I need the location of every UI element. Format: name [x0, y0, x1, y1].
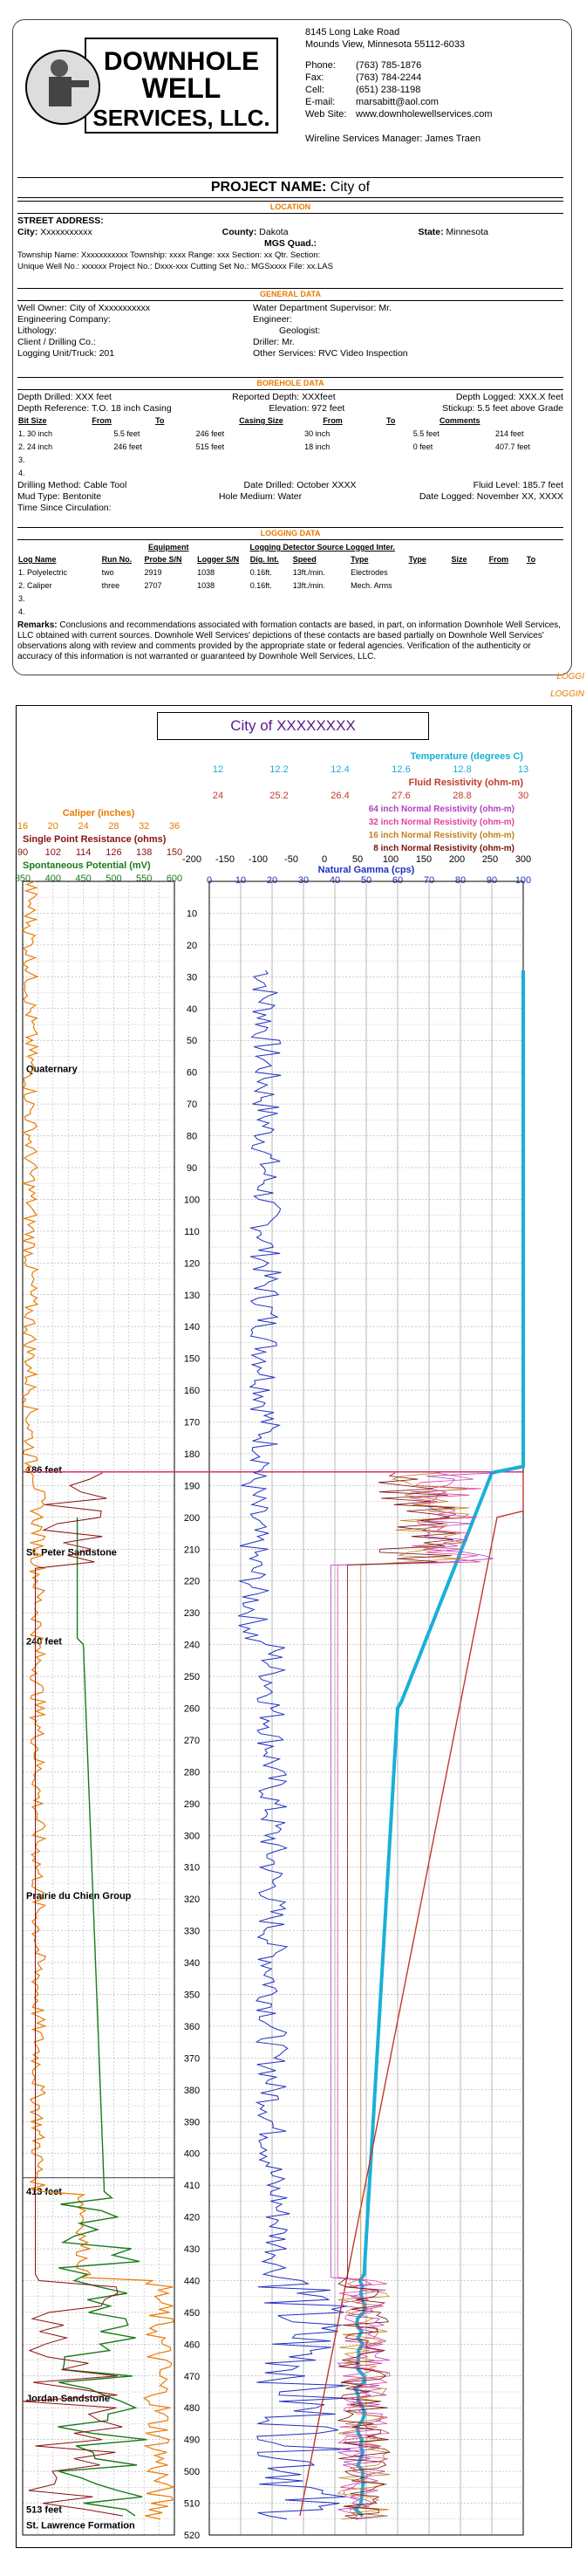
scale-tick-label: 12.4	[330, 764, 350, 775]
scale-tick-label: 32	[139, 821, 150, 832]
location-section: LOCATION STREET ADDRESS: City: Xxxxxxxxxxx County: Dakota State: Minnesota MGS Quad.: Township Name: Xxxxxxxxxxx Township: xxxx Range: xxx Section: xx Qtr. Section: Unique Well No.: xxxxxx Project No.: Dxxx-xxx Cutting Set No.: MGSxxxx File: xx.LAS	[17, 199, 563, 272]
plot-title: City of XXXXXXXX	[157, 712, 429, 740]
table-cell: 515 feet	[195, 442, 225, 451]
formation-label: Quaternary	[26, 1064, 78, 1075]
depth-label: 380	[183, 2085, 201, 2096]
depth-label: 130	[183, 1290, 201, 1301]
table-header-cell: To	[155, 416, 165, 425]
table-cell: 1038	[197, 568, 215, 577]
logo-line2: WELL	[141, 72, 221, 104]
scale-tick-label: 20	[47, 821, 58, 832]
depth-label: 410	[183, 2181, 201, 2192]
depth-label: 200	[183, 1512, 201, 1524]
depth-label: 480	[183, 2403, 201, 2415]
scale-tick-label: -50	[284, 854, 298, 865]
formation-label: 186 feet	[26, 1464, 62, 1476]
scale-tick-label: -200	[181, 854, 202, 865]
scale-tick-label: 600	[166, 874, 183, 884]
scale-tick-label: 150	[415, 854, 433, 865]
scale-tick-label: 20	[266, 875, 278, 886]
scale-tick-label: 126	[106, 847, 122, 858]
table-cell: 13ft./min.	[292, 568, 325, 577]
scale-title: 8 inch Normal Resistivity (ohm-m)	[373, 844, 514, 853]
depth-label: 230	[183, 1608, 201, 1620]
address-line2: Mounds View, Minnesota 55112-6033	[305, 39, 466, 50]
depth-label: 140	[183, 1322, 201, 1333]
formation-label: 240 feet	[26, 1636, 62, 1648]
scale-tick-label: 450	[75, 874, 92, 884]
address-line1: 8145 Long Lake Road	[305, 27, 400, 38]
depth-label: 330	[183, 1926, 201, 1937]
scale-tick-label: 90	[17, 847, 29, 858]
scale-tick-label: 550	[136, 874, 153, 884]
depth-label: 70	[186, 1100, 198, 1111]
table-cell: 1038	[197, 581, 215, 590]
scale-tick-label: 500	[106, 874, 122, 884]
scale-tick-label: 80	[454, 875, 467, 886]
contact-row: Fax: (763) 784-2244	[305, 72, 422, 83]
spontaneous-potential-curve	[58, 1518, 146, 2516]
depth-label: 440	[183, 2276, 201, 2287]
table-cell: 1. Polyelectric	[18, 568, 68, 577]
scale-tick-label: 350	[14, 874, 31, 884]
table-header-cell: From	[323, 416, 343, 425]
depth-label: 80	[186, 1131, 198, 1142]
scale-tick-label: 70	[423, 875, 435, 886]
table-cell: 5.5 feet	[412, 429, 440, 438]
depth-label: 90	[186, 1162, 198, 1174]
scale-tick-label: 114	[75, 847, 92, 858]
natural-gamma-curve	[238, 970, 351, 2519]
table-header-cell: Size	[451, 555, 467, 564]
table-cell: 0 feet	[412, 442, 433, 451]
table-cell: 4.	[18, 469, 25, 477]
scale-tick-label: 28	[108, 821, 119, 832]
depth-label: 180	[183, 1449, 201, 1460]
scale-tick-label: 36	[168, 821, 181, 832]
scale-title: 64 inch Normal Resistivity (ohm-m)	[368, 805, 514, 814]
scale-tick-label: 10	[235, 875, 247, 886]
scale-tick-label: 25.2	[269, 791, 289, 801]
table-cell: 2707	[144, 581, 162, 590]
depth-label: 30	[186, 972, 198, 983]
depth-label: 240	[183, 1640, 201, 1651]
depth-label: 470	[183, 2371, 201, 2382]
scale-tick-label: 90	[486, 875, 498, 886]
depth-label: 60	[186, 1067, 198, 1079]
depth-label: 430	[183, 2244, 201, 2256]
depth-label: 370	[183, 2053, 201, 2065]
formation-label: St. Peter Sandstone	[26, 1547, 117, 1559]
scale-tick-label: 16	[17, 821, 29, 832]
scale-tick-label: 0	[206, 875, 213, 886]
depth-label: 50	[186, 1036, 198, 1047]
depth-label: 20	[186, 940, 198, 951]
table-header-cell: Casing Size	[239, 416, 283, 425]
scale-tick-label: 200	[448, 854, 466, 865]
contact-row: Web Site: www.downholewellservices.com	[305, 109, 493, 120]
contact-row: Phone: (763) 785-1876	[305, 60, 422, 71]
depth-label: 150	[183, 1353, 201, 1365]
depth-label: 110	[184, 1226, 200, 1237]
formation-label: St. Lawrence Formation	[26, 2520, 135, 2531]
table-header-cell: Run No.	[101, 555, 133, 564]
depth-label: 170	[183, 1417, 201, 1428]
services-manager: Wireline Services Manager: James Traen	[305, 134, 481, 144]
scale-tick-label: 400	[44, 874, 61, 884]
depth-label: 320	[183, 1894, 201, 1906]
depth-label: 300	[183, 1831, 201, 1842]
contact-row: E-mail: marsabitt@aol.com	[305, 97, 439, 107]
table-cell: 3.	[18, 456, 25, 464]
depth-label: 160	[183, 1386, 201, 1397]
depth-label: 260	[183, 1703, 201, 1715]
table-cell: 246 feet	[113, 442, 142, 451]
logo-line3: SERVICES, LLC.	[92, 105, 270, 131]
scale-tick-label: 50	[351, 854, 364, 865]
scale-tick-label: 28.8	[453, 791, 472, 801]
table-cell: 2. Caliper	[18, 581, 52, 590]
table-header-cell: Type	[408, 555, 426, 564]
scale-title: Caliper (inches)	[62, 808, 135, 819]
table-header-cell: Bit Size	[18, 416, 47, 425]
scale-tick-label: 50	[360, 875, 372, 886]
scale-tick-label: 12	[212, 764, 224, 775]
depth-label: 250	[183, 1672, 201, 1683]
scale-tick-label: 60	[392, 875, 404, 886]
scale-tick-label: 300	[514, 854, 532, 865]
borehole-section: BOREHOLE DATA Depth Drilled: XXX feet Reported Depth: XXXfeet Depth Logged: XXX.X feet Depth Reference: T.O. 18 inch Casing Elevation: 972 feet Stickup: 5.5 feet above Grade Bit Size From To Casing Size From To Comments 1. 30 inch 5.5 feet 246 feet 30 inch 5.5 feet 214 feet 2. 24 inch 246 feet 515 feet 18 inch 0 feet 407.7 feet 3. 4. Drilling Method: Cable Tool Date Drilled: October XXXX Fluid Level: 185.7 feet Mud Type: Bentonite Hole Medium: Water Date Logged: November XX, XXXX Time Since Circulation:	[17, 379, 563, 513]
table-cell: Mech. Arms	[351, 581, 392, 590]
side-labels: LOGGI LOGGIN	[550, 672, 584, 699]
table-header-cell: To	[526, 555, 536, 564]
table-cell: 0.16ft.	[249, 581, 272, 590]
table-cell: 214 feet	[494, 429, 524, 438]
table-header-cell: Comments	[439, 416, 480, 425]
depth-label: 10	[186, 908, 198, 920]
scale-tick-label: 26.4	[330, 791, 350, 801]
depth-label: 520	[183, 2531, 201, 2541]
scale-tick-label: 24	[78, 821, 89, 832]
normal-resistivity-curve	[338, 1473, 470, 2519]
table-header-cell: Probe S/N	[144, 555, 182, 564]
depth-label: 490	[183, 2435, 201, 2446]
table-cell: 2919	[144, 568, 162, 577]
table-header-cell: From	[488, 555, 509, 564]
table-header-cell: Log Name	[18, 555, 57, 564]
depth-label: 290	[183, 1798, 201, 1810]
table-cell: 246 feet	[195, 429, 225, 438]
table-cell: three	[101, 581, 120, 590]
table-header-cell: Logger S/N	[197, 555, 240, 564]
logo-line1: DOWNHOLE	[103, 47, 260, 76]
table-cell: 4.	[18, 607, 25, 616]
depth-label: 400	[183, 2148, 201, 2160]
depth-label: 390	[183, 2117, 201, 2128]
caliper-curve	[23, 881, 174, 2519]
logging-section: LOGGING DATA Equipment Logging Detector Source Logged Inter. Log Name Run No. Probe S/N Logger S/N Dig. Int. Speed Type Type Size From To 1. Polyelectric two 2919 1038 0.16ft. 13ft./min. Electrodes 2. Caliper three 2707 1038 0.16ft. 13ft./min. Mech. Arms 3. 4. Remarks: Conclusions and recommendations associated with formation contacts are based, in part, on information Downhole Well Services, LLC obtained with current sources. Downhole Well Services' depictions of these contacts are based partially on Downhole Well Services' observations along with review and comments provided by the appropriate state or federal agencies. Verification of the authenticity or accuracy of this information is not warranted or guaranteed by Downhole Well Services, LLC.	[17, 525, 563, 662]
formation-label: 413 feet	[26, 2187, 62, 2198]
depth-label: 310	[183, 1862, 201, 1874]
table-cell: 5.5 feet	[113, 429, 140, 438]
depth-label: 510	[183, 2498, 201, 2510]
scale-tick-label: 12.8	[453, 764, 472, 775]
table-header-cell: Type	[351, 555, 369, 564]
depth-label: 40	[186, 1004, 198, 1015]
formation-label: 513 feet	[26, 2504, 62, 2516]
table-cell: 2. 24 inch	[18, 442, 53, 451]
table-cell: Electrodes	[351, 568, 388, 577]
formation-label: Jordan Sandstone	[26, 2393, 110, 2404]
table-cell: 18 inch	[304, 442, 330, 451]
scale-title: 16 inch Normal Resistivity (ohm-m)	[368, 831, 514, 840]
scale-title: Single Point Resistance (ohms)	[23, 834, 167, 845]
depth-label: 500	[183, 2467, 201, 2478]
scale-tick-label: 30	[517, 791, 529, 801]
table-header-cell: From	[92, 416, 112, 425]
scale-tick-label: 150	[166, 847, 183, 858]
scale-tick-label: -100	[248, 854, 269, 865]
table-cell: 407.7 feet	[494, 442, 530, 451]
formation-label: Prairie du Chien Group	[26, 1891, 132, 1902]
general-section: GENERAL DATA Well Owner: City of Xxxxxxxxxxx Water Department Supervisor: Mr. Engineering Company: Engineer: Lithology: Geologist: Client / Drilling Co.: Driller: Mr. Logging Unit/Truck: 201 Other Services: RVC Video Inspection	[17, 286, 563, 360]
scale-tick-label: 40	[329, 875, 341, 886]
scale-title: 32 inch Normal Resistivity (ohm-m)	[368, 818, 514, 827]
depth-label: 450	[183, 2307, 201, 2319]
scale-tick-label: 250	[481, 854, 499, 865]
depth-label: 270	[183, 1735, 201, 1746]
depth-label: 220	[183, 1576, 201, 1587]
table-cell: 13ft./min.	[292, 581, 325, 590]
depth-label: 210	[183, 1545, 201, 1556]
scale-tick-label: 27.6	[392, 791, 411, 801]
depth-label: 420	[183, 2212, 201, 2223]
depth-label: 280	[183, 1767, 201, 1778]
scale-tick-label: 12.2	[269, 764, 289, 775]
scale-tick-label: 0	[321, 854, 328, 865]
scale-title: Spontaneous Potential (mV)	[23, 860, 151, 871]
scale-tick-label: 24	[212, 791, 224, 801]
scale-tick-label: -150	[215, 854, 235, 865]
depth-label: 120	[183, 1258, 201, 1270]
scale-tick-label: 138	[136, 847, 153, 858]
table-header-cell: Dig. Int.	[249, 555, 279, 564]
depth-label: 340	[183, 1958, 201, 1970]
table-header-cell: Speed	[292, 555, 317, 564]
scale-tick-label: 13	[517, 764, 529, 775]
scale-tick-label: 100	[514, 875, 532, 886]
scale-title: Temperature (degrees C)	[410, 751, 523, 762]
depth-label: 100	[183, 1195, 201, 1206]
table-cell: 3.	[18, 594, 25, 603]
table-cell: 1. 30 inch	[18, 429, 53, 438]
scale-title: Fluid Resistivity (ohm-m)	[408, 778, 523, 788]
scale-tick-label: 102	[44, 847, 61, 858]
scale-tick-label: 100	[382, 854, 399, 865]
scale-tick-label: 12.6	[392, 764, 411, 775]
scale-title: Natural Gamma (cps)	[317, 865, 415, 875]
table-cell: 0.16ft.	[249, 568, 272, 577]
depth-label: 360	[183, 2021, 201, 2032]
depth-label: 460	[183, 2340, 201, 2351]
depth-label: 190	[183, 1481, 201, 1492]
table-cell: 30 inch	[304, 429, 330, 438]
table-header-cell: To	[385, 416, 396, 425]
contact-row: Cell: (651) 238-1198	[305, 85, 421, 95]
project-name: PROJECT NAME: City of	[17, 177, 563, 198]
depth-label: 350	[183, 1990, 201, 2001]
scale-tick-label: 30	[297, 875, 310, 886]
table-cell: two	[101, 568, 114, 577]
